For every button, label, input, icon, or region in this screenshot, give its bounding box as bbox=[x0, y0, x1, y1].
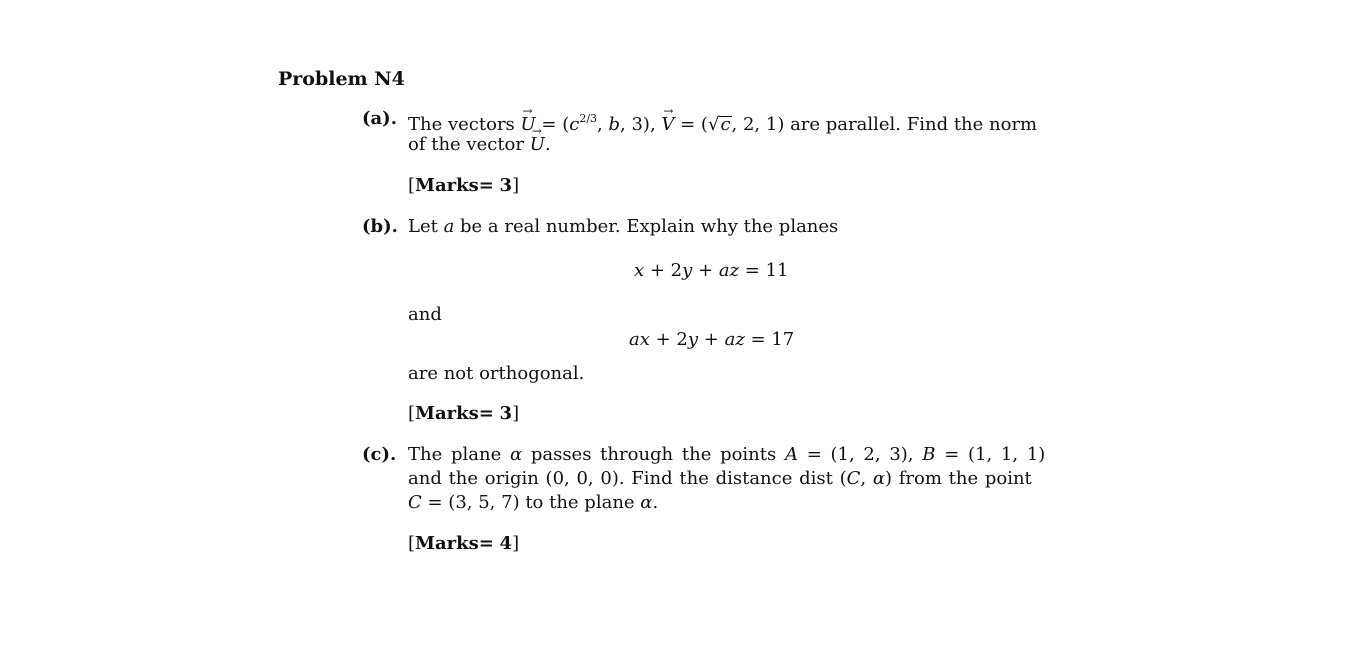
part-a-line-2: of the vector → U. bbox=[408, 134, 551, 156]
part-c-line-1: The plane α passes through the points A = (1, 2, 3), B = (1, 1, 1) bbox=[408, 444, 1046, 465]
part-c-line-2: and the origin (0, 0, 0). Find the distance dist (C, α) from the point bbox=[408, 468, 1032, 489]
problem-title: Problem N4 bbox=[278, 68, 405, 90]
vector-v-symbol: → V bbox=[661, 114, 674, 136]
part-b-closing: are not orthogonal. bbox=[408, 363, 585, 384]
part-c-marks: [Marks= 4] bbox=[408, 533, 520, 554]
part-b-connector: and bbox=[408, 304, 442, 325]
vector-u-symbol: → U bbox=[521, 114, 536, 136]
part-b-label: (b). bbox=[362, 216, 398, 237]
part-b-marks: [Marks= 3] bbox=[408, 403, 520, 424]
part-b-equation-1: x + 2y + az = 11 bbox=[634, 260, 789, 281]
part-c-label: (c). bbox=[362, 444, 397, 465]
part-b-intro: Let a be a real number. Explain why the planes bbox=[408, 216, 839, 237]
part-b-equation-2: ax + 2y + az = 17 bbox=[629, 329, 795, 350]
part-a-line-1: The vectors → $U = (c^{2/3}$, b, 3), → V = (√c, 2, 1) are parallel. Find the norm bbox=[408, 108, 1037, 136]
part-a-label: (a). bbox=[362, 108, 397, 129]
part-a-marks: [Marks= 3] bbox=[408, 175, 520, 196]
part-c-line-3: C = (3, 5, 7) to the plane α. bbox=[408, 492, 659, 513]
